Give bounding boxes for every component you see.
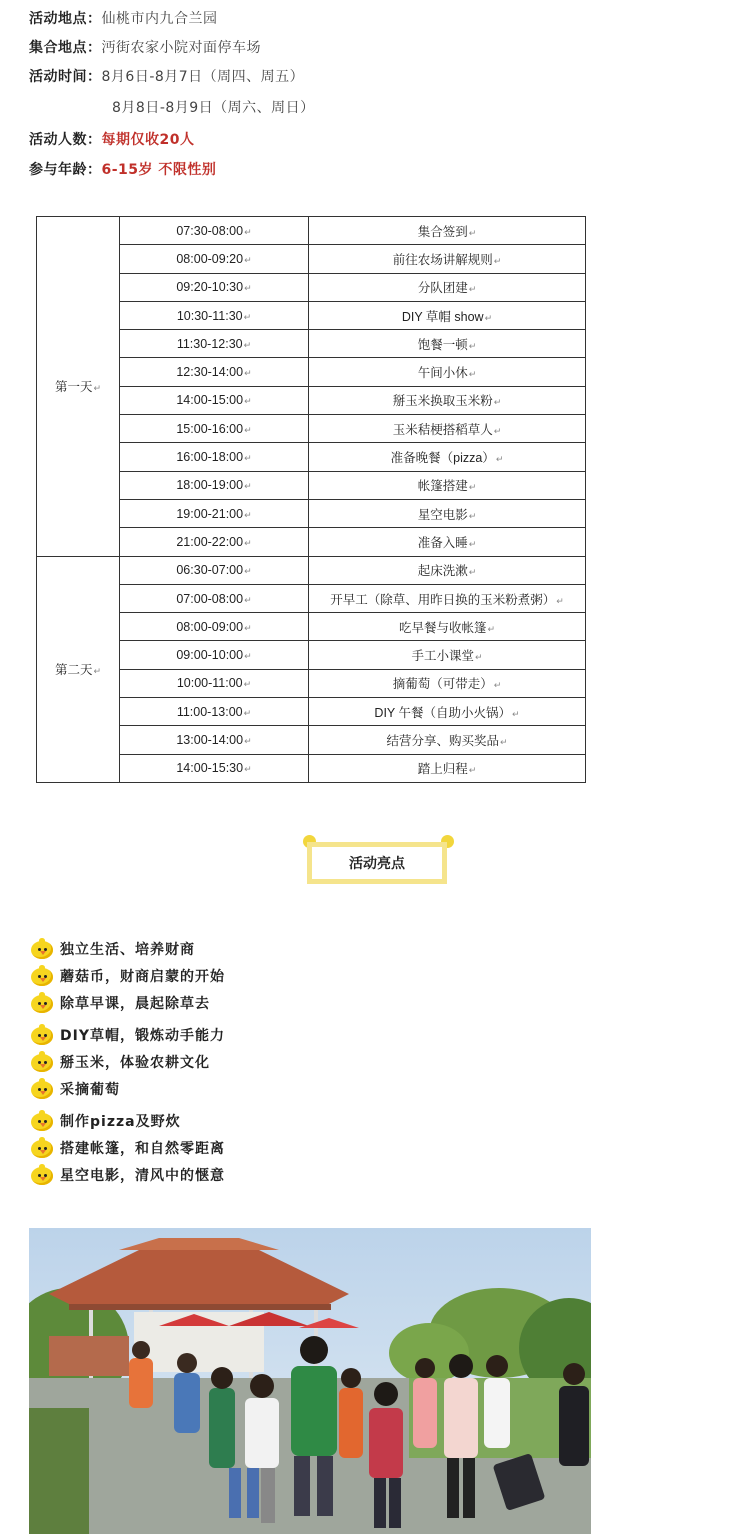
- table-row: [37, 528, 586, 556]
- return-mark: ↵: [244, 537, 252, 548]
- info-label: 参与年龄：: [29, 162, 102, 178]
- activity-cell: [309, 301, 586, 329]
- activity-cell: [309, 584, 586, 612]
- return-mark: ↵: [244, 509, 252, 520]
- highlight-text: DIY草帽，锻炼动手能力: [60, 1028, 225, 1044]
- schedule-table: [36, 216, 586, 783]
- highlight-item: [30, 1163, 225, 1187]
- activity-cell: [309, 217, 586, 245]
- table-row: [37, 443, 586, 471]
- activity-text: 吃早餐与收帐篷: [398, 620, 487, 635]
- activity-cell: [309, 415, 586, 443]
- activity-cell: [309, 726, 586, 754]
- activity-cell: [309, 471, 586, 499]
- return-mark: ↵: [493, 425, 502, 436]
- info-label: 活动人数：: [29, 132, 102, 148]
- time-text: 07:00-08:00: [176, 591, 244, 606]
- activity-text: 帐篷搭建: [417, 479, 468, 494]
- return-mark: ↵: [487, 623, 496, 634]
- camp-photo-illustration: [29, 1228, 591, 1534]
- chick-icon: [30, 965, 54, 987]
- activity-text: 准备入睡: [417, 535, 468, 550]
- activity-cell: [309, 330, 586, 358]
- return-mark: ↵: [244, 453, 252, 464]
- time-text: 15:00-16:00: [176, 421, 244, 436]
- activity-text: 手工小课堂: [411, 649, 474, 664]
- time-cell: [120, 754, 309, 782]
- time-text: 13:00-14:00: [176, 732, 244, 747]
- activity-text: 午间小休: [417, 366, 468, 381]
- activity-text: DIY 草帽 show: [401, 309, 484, 324]
- highlight-item: [30, 964, 225, 988]
- return-mark: ↵: [244, 566, 252, 577]
- table-row: [37, 386, 586, 414]
- return-mark: ↵: [244, 735, 252, 746]
- camp-photo: [29, 1228, 591, 1534]
- return-mark: ↵: [244, 424, 252, 435]
- chick-icon: [30, 1137, 54, 1159]
- info-value: 每期仅收20人: [101, 132, 195, 148]
- highlight-text: 采摘葡萄: [60, 1082, 120, 1098]
- activity-cell: [309, 556, 586, 584]
- return-mark: ↵: [243, 339, 252, 350]
- activity-text: 摘葡萄（可带走）: [392, 677, 493, 692]
- return-mark: ↵: [468, 340, 477, 351]
- time-cell: [120, 726, 309, 754]
- info-value: 沔街农家小院对面停车场: [101, 40, 261, 56]
- time-cell: [120, 386, 309, 414]
- activity-cell: [309, 613, 586, 641]
- table-row: [37, 358, 586, 386]
- chick-icon: [30, 1051, 54, 1073]
- table-row: [37, 726, 586, 754]
- time-cell: [120, 698, 309, 726]
- chick-icon: [30, 1110, 54, 1132]
- return-mark: ↵: [243, 311, 252, 322]
- return-mark: ↵: [468, 284, 477, 295]
- return-mark: ↵: [512, 708, 520, 719]
- time-cell: [120, 669, 309, 697]
- activity-cell: [309, 358, 586, 386]
- return-mark: ↵: [493, 397, 502, 408]
- time-text: 18:00-19:00: [176, 478, 244, 493]
- activity-cell: [309, 499, 586, 527]
- return-mark: ↵: [468, 227, 477, 238]
- table-row: [37, 669, 586, 697]
- time-cell: [120, 584, 309, 612]
- activity-cell: [309, 273, 586, 301]
- time-cell: [120, 330, 309, 358]
- table-row: [37, 330, 586, 358]
- highlight-text: 除草早课，晨起除草去: [60, 996, 210, 1012]
- table-row: [37, 217, 586, 245]
- info-value: 8月8日-8月9日（周六、周日）: [112, 100, 315, 116]
- info-time-second: [112, 98, 315, 118]
- time-cell: [120, 245, 309, 273]
- return-mark: ↵: [244, 283, 252, 294]
- activity-text: 星空电影: [417, 507, 468, 522]
- activity-text: 准备晚餐（pizza）: [390, 451, 495, 466]
- return-mark: ↵: [556, 595, 564, 606]
- activity-cell: [309, 528, 586, 556]
- time-text: 08:00-09:00: [176, 619, 244, 634]
- chick-icon: [30, 1164, 54, 1186]
- info-label: 活动地点：: [29, 11, 102, 27]
- info-capacity: [29, 130, 194, 150]
- activity-text: 掰玉米换取玉米粉: [392, 394, 493, 409]
- return-mark: ↵: [93, 383, 102, 394]
- time-text: 11:00-13:00: [176, 704, 243, 719]
- day-label: 第二天: [54, 663, 93, 678]
- return-mark: ↵: [468, 765, 477, 776]
- highlight-text: 蘑菇币，财商启蒙的开始: [60, 969, 225, 985]
- return-mark: ↵: [495, 454, 504, 465]
- info-value: 8月6日-8月7日（周四、周五）: [101, 69, 305, 85]
- info-label: 活动时间：: [29, 69, 102, 85]
- table-row: [37, 301, 586, 329]
- info-meeting-point: [29, 38, 261, 58]
- activity-cell: [309, 754, 586, 782]
- day-two-cell: [37, 556, 120, 782]
- return-mark: ↵: [468, 482, 477, 493]
- time-text: 14:00-15:30: [176, 761, 244, 776]
- highlight-item: [30, 1109, 181, 1133]
- info-value: 6-15岁 不限性别: [101, 162, 217, 178]
- day-one-cell: [37, 217, 120, 557]
- activity-text: 踏上归程: [417, 762, 468, 777]
- info-value: 仙桃市内九合兰园: [101, 11, 218, 27]
- return-mark: ↵: [493, 680, 502, 691]
- chick-icon: [30, 1024, 54, 1046]
- highlight-item: [30, 937, 195, 961]
- return-mark: ↵: [244, 622, 252, 633]
- return-mark: ↵: [244, 396, 252, 407]
- chick-icon: [30, 1078, 54, 1100]
- highlight-text: 星空电影，清风中的惬意: [60, 1168, 225, 1184]
- table-row: [37, 415, 586, 443]
- table-row: [37, 245, 586, 273]
- time-cell: [120, 273, 309, 301]
- return-mark: ↵: [468, 369, 477, 380]
- return-mark: ↵: [244, 254, 252, 265]
- table-row: [37, 698, 586, 726]
- activity-cell: [309, 641, 586, 669]
- table-row: [37, 754, 586, 782]
- activity-text: 玉米秸梗搭稻草人: [392, 422, 493, 437]
- time-text: 09:00-10:00: [176, 648, 244, 663]
- return-mark: ↵: [244, 651, 252, 662]
- table-row: [37, 641, 586, 669]
- time-cell: [120, 415, 309, 443]
- activity-text: DIY 午餐（自助小火锅）: [374, 705, 512, 720]
- time-text: 10:30-11:30: [176, 308, 243, 323]
- info-age: [29, 160, 216, 180]
- table-row: [37, 273, 586, 301]
- return-mark: ↵: [244, 594, 252, 605]
- highlight-text: 制作pizza及野炊: [60, 1114, 181, 1130]
- return-mark: ↵: [243, 679, 252, 690]
- time-cell: [120, 556, 309, 584]
- time-text: 19:00-21:00: [176, 506, 244, 521]
- return-mark: ↵: [468, 567, 477, 578]
- activity-text: 分队团建: [417, 281, 468, 296]
- return-mark: ↵: [93, 666, 102, 677]
- activity-cell: [309, 245, 586, 273]
- info-label: 集合地点：: [29, 40, 102, 56]
- activity-text: 开早工（除草、用昨日换的玉米粉煮粥）: [330, 592, 556, 607]
- time-text: 16:00-18:00: [176, 450, 244, 465]
- highlights-title: 活动亮点: [307, 842, 447, 884]
- time-cell: [120, 528, 309, 556]
- highlight-item: [30, 1050, 210, 1074]
- activity-cell: [309, 386, 586, 414]
- highlight-text: 掰玉米，体验农耕文化: [60, 1055, 210, 1071]
- activity-text: 集合签到: [417, 224, 468, 239]
- info-location: [29, 9, 218, 29]
- highlight-item: [30, 1023, 225, 1047]
- time-cell: [120, 443, 309, 471]
- chick-icon: [30, 938, 54, 960]
- time-cell: [120, 301, 309, 329]
- activity-cell: [309, 443, 586, 471]
- time-cell: [120, 499, 309, 527]
- highlight-text: 搭建帐篷，和自然零距离: [60, 1141, 225, 1157]
- time-cell: [120, 641, 309, 669]
- info-time: [29, 67, 304, 87]
- time-text: 07:30-08:00: [176, 223, 244, 238]
- activity-cell: [309, 698, 586, 726]
- return-mark: ↵: [244, 368, 252, 379]
- day-label: 第一天: [54, 380, 93, 395]
- highlight-item: [30, 1077, 120, 1101]
- return-mark: ↵: [499, 736, 508, 747]
- table-row: [37, 499, 586, 527]
- time-cell: [120, 471, 309, 499]
- highlight-item: [30, 991, 210, 1015]
- time-text: 11:30-12:30: [176, 336, 243, 351]
- activity-text: 前往农场讲解规则: [392, 252, 493, 267]
- table-row: [37, 556, 586, 584]
- time-text: 12:30-14:00: [176, 365, 244, 380]
- return-mark: ↵: [244, 764, 252, 775]
- return-mark: ↵: [493, 255, 502, 266]
- time-text: 09:20-10:30: [176, 280, 244, 295]
- return-mark: ↵: [484, 312, 493, 323]
- highlight-text: 独立生活、培养财商: [60, 942, 195, 958]
- table-row: [37, 584, 586, 612]
- time-text: 14:00-15:00: [176, 393, 244, 408]
- return-mark: ↵: [474, 652, 483, 663]
- time-text: 21:00-22:00: [176, 534, 244, 549]
- table-row: [37, 613, 586, 641]
- return-mark: ↵: [468, 510, 477, 521]
- time-text: 06:30-07:00: [176, 563, 244, 578]
- table-row: [37, 471, 586, 499]
- highlight-item: [30, 1136, 225, 1160]
- return-mark: ↵: [244, 481, 252, 492]
- activity-text: 结营分享、购买奖品: [386, 733, 499, 748]
- return-mark: ↵: [468, 538, 477, 549]
- time-cell: [120, 358, 309, 386]
- time-cell: [120, 217, 309, 245]
- time-text: 08:00-09:20: [176, 251, 244, 266]
- activity-cell: [309, 669, 586, 697]
- time-cell: [120, 613, 309, 641]
- activity-text: 饱餐一顿: [417, 337, 468, 352]
- return-mark: ↵: [244, 226, 252, 237]
- return-mark: ↵: [243, 707, 252, 718]
- activity-text: 起床洗漱: [417, 564, 468, 579]
- time-text: 10:00-11:00: [176, 676, 243, 691]
- chick-icon: [30, 992, 54, 1014]
